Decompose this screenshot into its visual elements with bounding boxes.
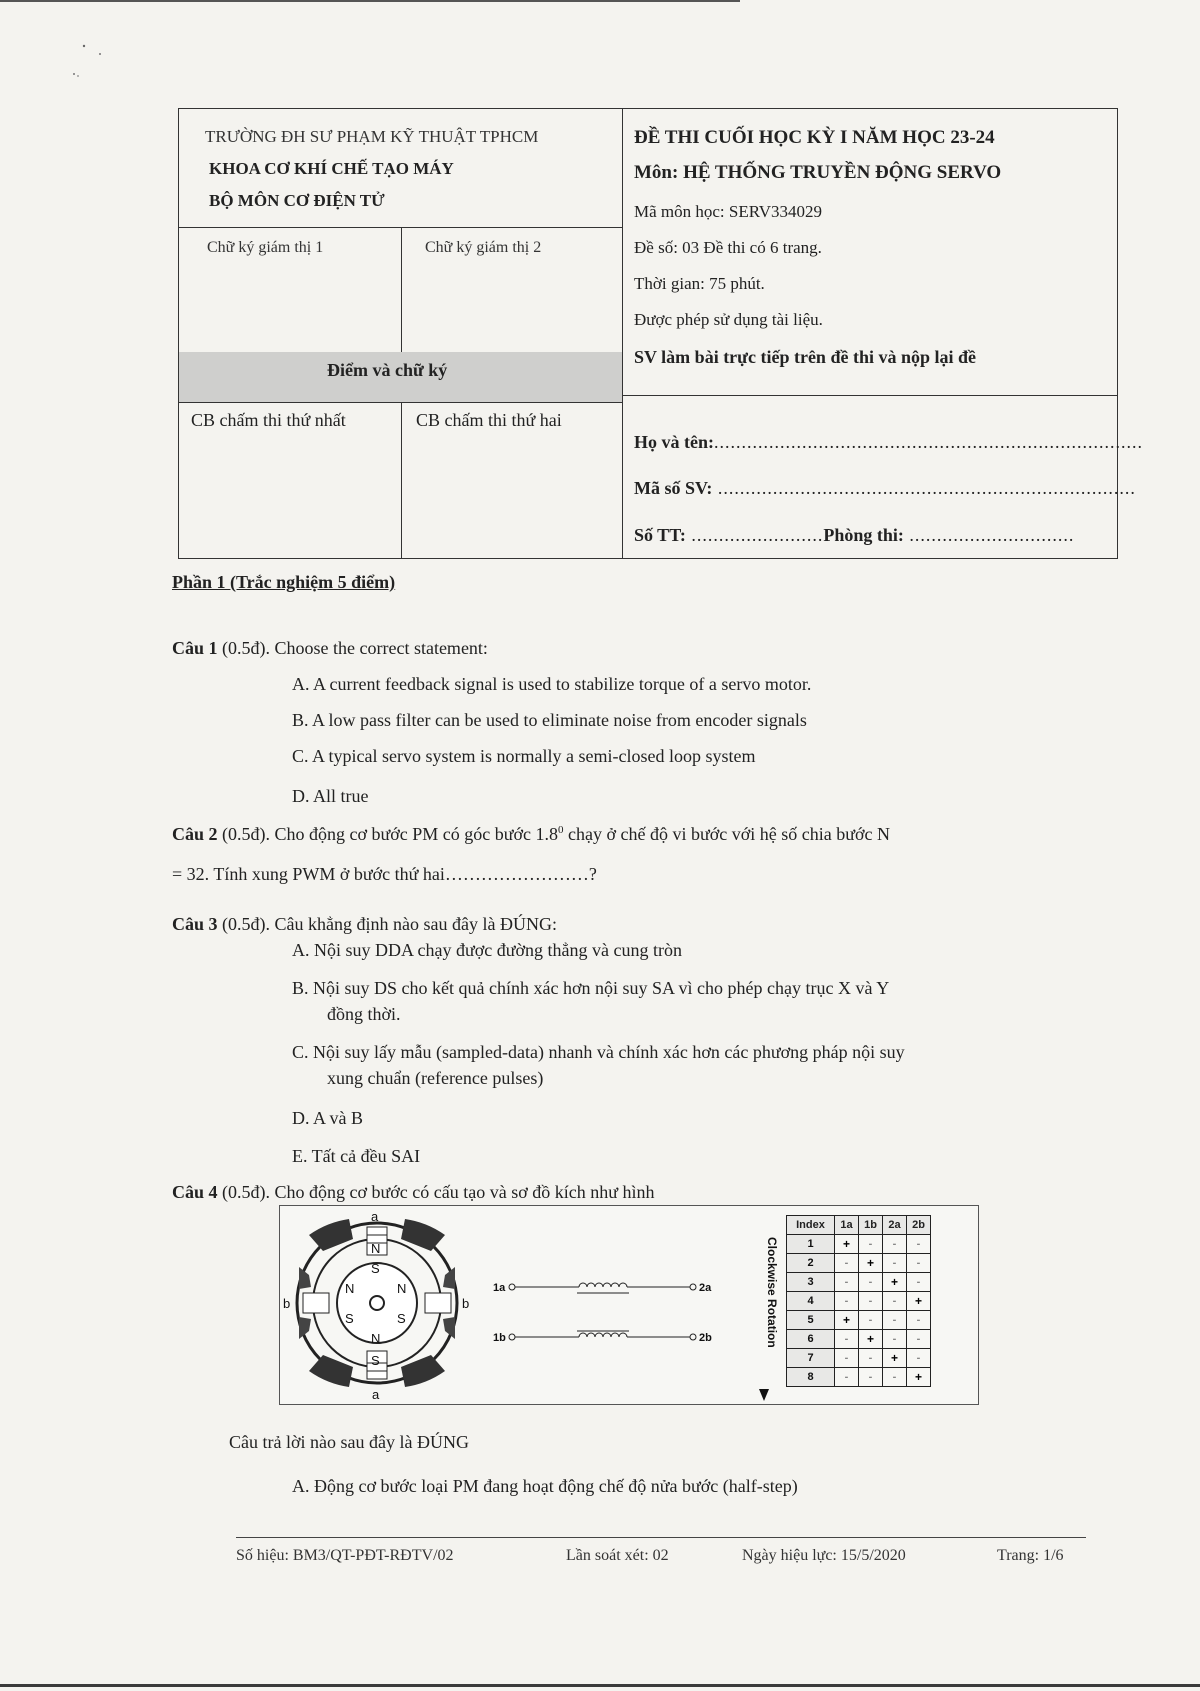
- table-row: [787, 1311, 931, 1330]
- table-row: [787, 1254, 931, 1273]
- student-id-label: Mã số SV:: [634, 478, 713, 498]
- q4-label: Câu 4: [172, 1182, 218, 1202]
- pole-letter: S: [371, 1261, 380, 1276]
- q1-stem: (0.5đ). Choose the correct statement:: [217, 638, 488, 658]
- rule: [622, 395, 1117, 396]
- q4-answer-prompt: Câu trả lời nào sau đây là ĐÚNG: [229, 1432, 469, 1452]
- q3-option-c: C. Nội suy lấy mẫu (sampled-data) nhanh và chính xác hơn các phương pháp nội suy: [292, 1042, 905, 1062]
- pole-b-right: b: [462, 1296, 470, 1311]
- cell: -: [835, 1330, 859, 1349]
- cell: -: [835, 1254, 859, 1273]
- pole-letter: S: [345, 1311, 354, 1326]
- cell: -: [883, 1330, 907, 1349]
- q4-stem: (0.5đ). Cho động cơ bước có cấu tạo và sơ đồ kích như hình: [217, 1182, 655, 1202]
- pole-a-top: a: [371, 1209, 379, 1224]
- instruction-note: SV làm bài trực tiếp trên đề thi và nộp lại đề: [634, 347, 976, 367]
- proctor1-signature-label: Chữ ký giám thị 1: [207, 239, 324, 256]
- cell: +: [859, 1254, 883, 1273]
- seat-room-field[interactable]: Số TT: ........................Phòng thi: ..............................: [634, 525, 1075, 545]
- table-header: 1a: [835, 1216, 859, 1235]
- cell: -: [835, 1292, 859, 1311]
- department-name: BỘ MÔN CƠ ĐIỆN TỬ: [209, 191, 385, 210]
- q3-option-e: E. Tất cả đều SAI: [292, 1146, 421, 1166]
- q3-option-d: D. A và B: [292, 1108, 364, 1128]
- table-row: [787, 1368, 931, 1387]
- table-row: [787, 1292, 931, 1311]
- cell: -: [835, 1349, 859, 1368]
- q4-option-a: A. Động cơ bước loại PM đang hoạt động chế độ nửa bước (half-step): [292, 1476, 798, 1496]
- cell: +: [907, 1292, 931, 1311]
- svg-text:Clockwise Rotation: Clockwise Rotation: [765, 1237, 779, 1348]
- step-index: 4: [787, 1292, 835, 1311]
- question-1: [172, 638, 488, 659]
- step-index: 1: [787, 1235, 835, 1254]
- grade-header: Điểm và chữ ký: [327, 360, 448, 380]
- student-name-label: Họ và tên:: [634, 432, 714, 452]
- cell: -: [859, 1273, 883, 1292]
- exam-title: ĐỀ THI CUỐI HỌC KỲ I NĂM HỌC 23-24: [634, 127, 995, 148]
- cell: -: [907, 1311, 931, 1330]
- table-row: [787, 1235, 931, 1254]
- question-2: [172, 824, 890, 845]
- header-divider: [622, 109, 623, 558]
- arrow-down-icon: [759, 1389, 769, 1401]
- step-index: 6: [787, 1330, 835, 1349]
- pole-letter: N: [371, 1331, 381, 1346]
- table-header: 2a: [883, 1216, 907, 1235]
- grader2-label: CB chấm thi thứ hai: [416, 410, 562, 430]
- rule: [179, 402, 622, 403]
- q3-option-c-cont: xung chuẩn (reference pulses): [327, 1068, 544, 1088]
- materials-note: Được phép sử dụng tài liệu.: [634, 310, 823, 329]
- section-title: Phần 1 (Trắc nghiệm 5 điểm): [172, 572, 396, 592]
- cell: -: [859, 1349, 883, 1368]
- pole-letter: N: [345, 1281, 355, 1296]
- student-id-field[interactable]: Mã số SV: ............................................................................: [634, 478, 1136, 498]
- q3-option-b: B. Nội suy DS cho kết quả chính xác hơn nội suy SA vì cho phép chạy trục X và Y: [292, 978, 890, 998]
- scan-top-edge: [0, 0, 740, 2]
- question-3: [172, 914, 557, 935]
- cell: -: [907, 1330, 931, 1349]
- coil-1b-label: 1b: [493, 1332, 506, 1344]
- q2-line2: = 32. Tính xung PWM ở bước thứ hai……………………?: [172, 864, 597, 884]
- step-index: 7: [787, 1349, 835, 1368]
- cell: +: [883, 1349, 907, 1368]
- pole-a-bottom: a: [372, 1387, 380, 1402]
- q2-stem: (0.5đ). Cho động cơ bước PM có góc bước 1.8: [217, 824, 559, 844]
- q2-stem-rest: chạy ở chế độ vi bước với hệ số chia bước N: [563, 824, 891, 844]
- table-header: Index: [787, 1216, 835, 1235]
- grader1-label: CB chấm thi thứ nhất: [191, 410, 346, 430]
- q3-label: Câu 3: [172, 914, 218, 934]
- q1-option-d: D. All true: [292, 786, 369, 806]
- step-sequence-table: [786, 1215, 931, 1387]
- cell: -: [859, 1235, 883, 1254]
- step-index: 8: [787, 1368, 835, 1387]
- q1-option-b: B. A low pass filter can be used to eliminate noise from encoder signals: [292, 710, 807, 730]
- cell: -: [835, 1273, 859, 1292]
- cell: +: [907, 1368, 931, 1387]
- table-row: [787, 1330, 931, 1349]
- q1-option-a: A. A current feedback signal is used to stabilize torque of a servo motor.: [292, 674, 812, 694]
- footer-doc-number: Số hiệu: BM3/QT-PĐT-RĐTV/02: [236, 1547, 454, 1564]
- student-name-field[interactable]: Họ và tên:..............................................................................: [634, 432, 1143, 452]
- cell: -: [859, 1292, 883, 1311]
- cell: +: [835, 1235, 859, 1254]
- cell: -: [883, 1254, 907, 1273]
- cell: +: [859, 1330, 883, 1349]
- table-header: 2b: [907, 1216, 931, 1235]
- cell: -: [835, 1368, 859, 1387]
- q1-label: Câu 1: [172, 638, 218, 658]
- step-index: 2: [787, 1254, 835, 1273]
- step-index: 5: [787, 1311, 835, 1330]
- footer-rule: [236, 1537, 1086, 1538]
- cell: -: [907, 1349, 931, 1368]
- pole-letter: N: [397, 1281, 407, 1296]
- scan-specks: [70, 40, 110, 80]
- cell: -: [883, 1368, 907, 1387]
- course-code: Mã môn học: SERV334029: [634, 202, 822, 221]
- table-row: [787, 1349, 931, 1368]
- cell: -: [883, 1292, 907, 1311]
- footer-revision: Lần soát xét: 02: [566, 1547, 669, 1564]
- cell: -: [907, 1254, 931, 1273]
- footer-effective-date: Ngày hiệu lực: 15/5/2020: [742, 1547, 906, 1564]
- cell: -: [859, 1368, 883, 1387]
- exam-number: Đề số: 03 Đề thi có 6 trang.: [634, 238, 822, 257]
- coil-1a-label: 1a: [493, 1282, 506, 1294]
- pole-b-left: b: [283, 1296, 291, 1311]
- cell: -: [883, 1235, 907, 1254]
- pole-letter: S: [371, 1353, 380, 1368]
- scan-bottom-edge: [0, 1684, 1200, 1687]
- q3-option-a: A. Nội suy DDA chạy được đường thẳng và cung tròn: [292, 940, 682, 960]
- exam-duration: Thời gian: 75 phút.: [634, 274, 765, 293]
- coil-schematic: [493, 1282, 712, 1344]
- table-row: [787, 1273, 931, 1292]
- coil-2a-label: 2a: [699, 1282, 712, 1294]
- clockwise-rotation-label: [754, 1235, 779, 1405]
- coil-2b-label: 2b: [699, 1332, 712, 1344]
- exam-header-table: [178, 108, 1143, 559]
- subject-title: Môn: HỆ THỐNG TRUYỀN ĐỘNG SERVO: [634, 162, 1002, 183]
- cell: +: [835, 1311, 859, 1330]
- degree-sup: 0: [558, 824, 564, 836]
- room-label: Phòng thi:: [823, 525, 904, 545]
- school-name: TRƯỜNG ĐH SƯ PHẠM KỸ THUẬT TPHCM: [205, 127, 539, 146]
- faculty-name: KHOA CƠ KHÍ CHẾ TẠO MÁY: [209, 159, 454, 178]
- stepper-diagram: [279, 1205, 749, 1403]
- stepper-motor-icon: [283, 1209, 469, 1402]
- pole-letter: S: [397, 1311, 406, 1326]
- cell: -: [883, 1311, 907, 1330]
- seq-label: Số TT:: [634, 525, 686, 545]
- q3-stem: (0.5đ). Câu khẳng định nào sau đây là ĐÚNG:: [217, 914, 557, 934]
- cell: +: [883, 1273, 907, 1292]
- table-header: 1b: [859, 1216, 883, 1235]
- step-index: 3: [787, 1273, 835, 1292]
- proctor2-signature-label: Chữ ký giám thị 2: [425, 239, 542, 256]
- cell: -: [859, 1311, 883, 1330]
- pole-letter: N: [371, 1241, 381, 1256]
- q2-label: Câu 2: [172, 824, 218, 844]
- cell: -: [907, 1273, 931, 1292]
- footer-page-number: Trang: 1/6: [997, 1547, 1064, 1564]
- question-4: [172, 1182, 655, 1203]
- q3-option-b-cont: đồng thời.: [327, 1004, 401, 1024]
- cell: -: [907, 1235, 931, 1254]
- q1-option-c: C. A typical servo system is normally a semi-closed loop system: [292, 746, 756, 766]
